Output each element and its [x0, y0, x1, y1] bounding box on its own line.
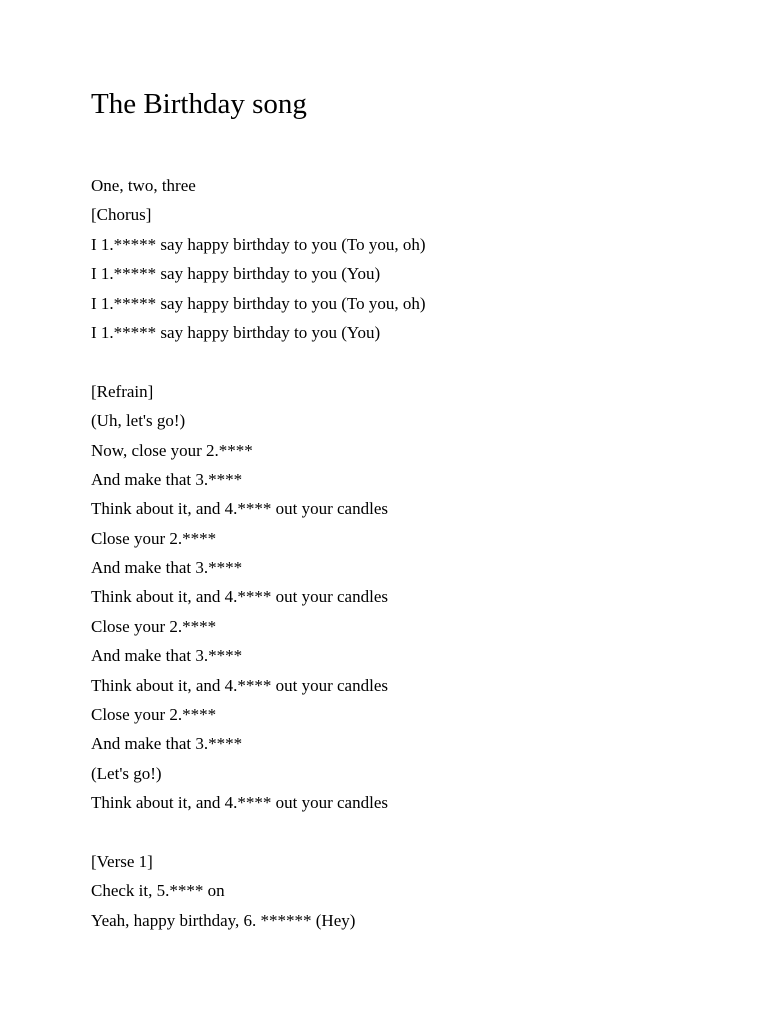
blank-line — [91, 347, 731, 376]
lyric-line: One, two, three — [91, 176, 196, 195]
lyric-line: And make that 3.**** — [91, 734, 243, 754]
lyric-line: And make that 3.**** — [91, 646, 243, 666]
blank-line — [91, 818, 731, 847]
lyric-line: And make that 3.**** — [91, 469, 243, 489]
lyric-line: Close your 2.**** — [91, 528, 217, 548]
lyric-line: I 1.***** say happy birthday to you (To you, oh) — [91, 293, 426, 313]
lyric-line: I 1.***** say happy birthday to you (You) — [91, 264, 381, 284]
lyric-line: I 1.***** say happy birthday to you (You) — [91, 322, 381, 342]
lyric-line: Check it, 5.**** on — [91, 881, 225, 901]
lyric-line: (Let's go!) — [91, 763, 162, 783]
lyric-line: Close your 2.**** — [91, 705, 217, 725]
lyric-line: Think about it, and 4.**** out your candles — [91, 499, 388, 519]
lyrics-body — [91, 171, 731, 935]
lyric-line: And make that 3.**** — [91, 558, 243, 578]
lyric-line: [Chorus] — [91, 205, 152, 225]
lyric-line: (Uh, let's go!) — [91, 411, 186, 431]
lyric-line: [Verse 1] — [91, 851, 153, 871]
lyric-line: [Refrain] — [91, 381, 154, 401]
lyric-line: Think about it, and 4.**** out your candles — [91, 675, 388, 695]
lyric-line: Yeah, happy birthday, 6. ****** (Hey) — [91, 910, 356, 930]
lyric-line: Close your 2.**** — [91, 616, 217, 636]
lyric-line: Think about it, and 4.**** out your candles — [91, 587, 388, 607]
lyric-line: Now, close your 2.**** — [91, 440, 253, 460]
lyric-line: Think about it, and 4.**** out your candles — [91, 793, 388, 813]
lyric-line: I 1.***** say happy birthday to you (To you, oh) — [91, 234, 426, 254]
document-title: The Birthday song — [91, 88, 307, 120]
